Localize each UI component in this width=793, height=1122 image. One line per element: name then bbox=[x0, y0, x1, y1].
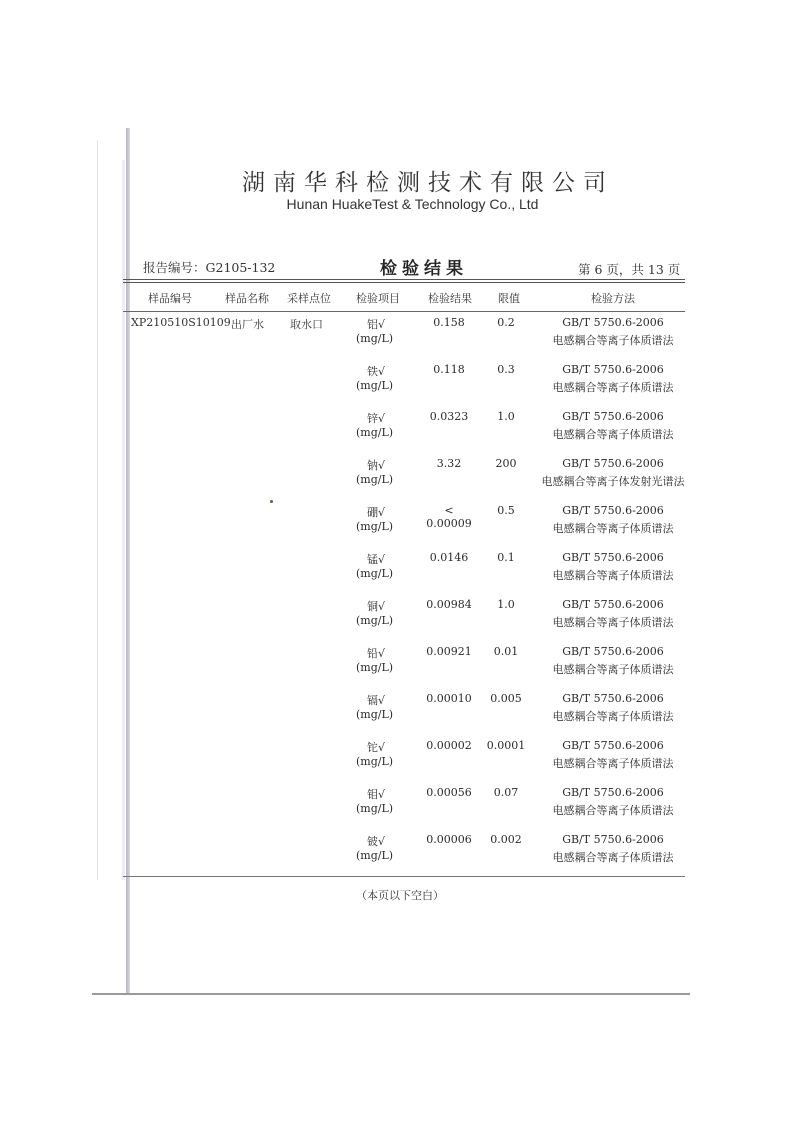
method-name: 电感耦合等离子体质谱法 bbox=[552, 804, 674, 817]
table-header-rule bbox=[123, 311, 685, 312]
scan-bottom-edge bbox=[92, 993, 690, 995]
table-row bbox=[0, 457, 793, 505]
col-header-sample-id: 样品编号 bbox=[148, 292, 192, 305]
method-name: 电感耦合等离子体质谱法 bbox=[552, 616, 674, 629]
test-result-value: 0.00984 bbox=[426, 598, 472, 611]
limit-value: 0.01 bbox=[493, 645, 519, 658]
test-result-value: 0.00056 bbox=[426, 786, 472, 799]
col-header-sample-name: 样品名称 bbox=[225, 292, 269, 305]
col-header-method: 检验方法 bbox=[591, 292, 635, 305]
col-header-result: 检验结果 bbox=[428, 292, 472, 305]
limit-value: 0.002 bbox=[490, 833, 522, 846]
company-name-cn: 湖南华科检测技术有限公司 bbox=[242, 170, 614, 196]
sample-name: 出厂水 bbox=[231, 318, 264, 331]
test-item-unit: (mg/L) bbox=[356, 661, 394, 674]
method-standard: GB/T 5750.6-2006 bbox=[562, 316, 664, 329]
test-result-value: 0.118 bbox=[433, 363, 465, 376]
test-item-unit: (mg/L) bbox=[356, 849, 394, 862]
table-row bbox=[0, 833, 793, 881]
blank-below-note: （本页以下空白） bbox=[356, 889, 444, 902]
test-item-name: 钼√ bbox=[367, 788, 386, 801]
test-item-unit: (mg/L) bbox=[356, 802, 394, 815]
test-result-value: 0.00010 bbox=[426, 692, 472, 705]
test-item-name: 铝√ bbox=[367, 318, 386, 331]
method-name: 电感耦合等离子体质谱法 bbox=[552, 757, 674, 770]
test-result-value: 0.00002 bbox=[426, 739, 472, 752]
method-standard: GB/T 5750.6-2006 bbox=[562, 363, 664, 376]
limit-value: 0.2 bbox=[497, 316, 515, 329]
test-item-name: 锰√ bbox=[367, 553, 386, 566]
table-top-rule bbox=[123, 279, 685, 280]
test-item-unit: (mg/L) bbox=[356, 379, 394, 392]
method-name: 电感耦合等离子体质谱法 bbox=[552, 522, 674, 535]
company-name-en: Hunan HuakeTest & Technology Co., Ltd bbox=[286, 196, 539, 212]
method-standard: GB/T 5750.6-2006 bbox=[562, 786, 664, 799]
limit-value: 0.3 bbox=[497, 363, 515, 376]
limit-value: 0.1 bbox=[497, 551, 515, 564]
test-result-value: 0.0323 bbox=[429, 410, 469, 423]
test-item-name: 铁√ bbox=[367, 365, 386, 378]
method-name: 电感耦合等离子体质谱法 bbox=[552, 851, 674, 864]
method-standard: GB/T 5750.6-2006 bbox=[562, 692, 664, 705]
method-standard: GB/T 5750.6-2006 bbox=[562, 551, 664, 564]
method-standard: GB/T 5750.6-2006 bbox=[562, 598, 664, 611]
table-bottom-rule bbox=[123, 876, 685, 877]
test-result-value: 0.0146 bbox=[429, 551, 469, 564]
method-name: 电感耦合等离子体质谱法 bbox=[552, 569, 674, 582]
report-number: 报告编号：G2105-132 bbox=[143, 260, 276, 275]
table-row bbox=[0, 410, 793, 458]
table-top-rule-inner bbox=[123, 282, 685, 283]
method-name: 电感耦合等离子体发射光谱法 bbox=[541, 475, 685, 488]
test-item-unit: (mg/L) bbox=[356, 332, 394, 345]
table-row bbox=[0, 692, 793, 740]
table-row bbox=[0, 739, 793, 787]
limit-value: 1.0 bbox=[497, 598, 515, 611]
limit-value: 200 bbox=[495, 457, 517, 470]
test-item-name: 钠√ bbox=[367, 459, 386, 472]
method-name: 电感耦合等离子体质谱法 bbox=[552, 381, 674, 394]
col-header-sampling-point: 采样点位 bbox=[287, 292, 331, 305]
method-name: 电感耦合等离子体质谱法 bbox=[552, 663, 674, 676]
method-standard: GB/T 5750.6-2006 bbox=[562, 504, 664, 517]
method-name: 电感耦合等离子体质谱法 bbox=[552, 334, 674, 347]
method-standard: GB/T 5750.6-2006 bbox=[562, 739, 664, 752]
table-row bbox=[0, 598, 793, 646]
sampling-point: 取水口 bbox=[290, 318, 323, 331]
test-item-unit: (mg/L) bbox=[356, 755, 394, 768]
test-item-unit: (mg/L) bbox=[356, 473, 394, 486]
table-row bbox=[0, 786, 793, 834]
test-item-unit: (mg/L) bbox=[356, 567, 394, 580]
table-row bbox=[0, 645, 793, 693]
method-standard: GB/T 5750.6-2006 bbox=[562, 410, 664, 423]
test-result-value: 0.00006 bbox=[426, 833, 472, 846]
test-item-unit: (mg/L) bbox=[356, 520, 394, 533]
method-standard: GB/T 5750.6-2006 bbox=[562, 457, 664, 470]
document-title: 检验结果 bbox=[380, 259, 468, 279]
test-item-name: 硼√ bbox=[367, 506, 386, 519]
test-item-name: 铜√ bbox=[367, 600, 386, 613]
test-item-name: 镉√ bbox=[367, 694, 386, 707]
table-row bbox=[0, 316, 793, 364]
limit-value: 0.5 bbox=[497, 504, 515, 517]
test-item-unit: (mg/L) bbox=[356, 426, 394, 439]
test-item-name: 锌√ bbox=[367, 412, 386, 425]
table-row bbox=[0, 363, 793, 411]
test-result-value: < 0.00009 bbox=[426, 504, 472, 530]
method-name: 电感耦合等离子体质谱法 bbox=[552, 428, 674, 441]
col-header-test-item: 检验项目 bbox=[356, 292, 400, 305]
test-item-unit: (mg/L) bbox=[356, 708, 394, 721]
method-standard: GB/T 5750.6-2006 bbox=[562, 645, 664, 658]
test-item-name: 铍√ bbox=[367, 835, 386, 848]
limit-value: 0.005 bbox=[490, 692, 522, 705]
sample-id: XP210510S10109 bbox=[131, 316, 231, 329]
table-row bbox=[0, 504, 793, 552]
test-result-value: 3.32 bbox=[436, 457, 462, 470]
test-item-name: 铅√ bbox=[367, 647, 386, 660]
test-item-unit: (mg/L) bbox=[356, 614, 394, 627]
test-result-value: 0.158 bbox=[433, 316, 465, 329]
limit-value: 1.0 bbox=[497, 410, 515, 423]
col-header-limit: 限值 bbox=[498, 292, 520, 305]
page-indicator: 第 6 页，共 13 页 bbox=[578, 262, 681, 277]
limit-value: 0.0001 bbox=[486, 739, 526, 752]
method-name: 电感耦合等离子体质谱法 bbox=[552, 710, 674, 723]
test-item-name: 铊√ bbox=[367, 741, 386, 754]
method-standard: GB/T 5750.6-2006 bbox=[562, 833, 664, 846]
test-result-value: 0.00921 bbox=[426, 645, 472, 658]
limit-value: 0.07 bbox=[493, 786, 519, 799]
table-row bbox=[0, 551, 793, 599]
